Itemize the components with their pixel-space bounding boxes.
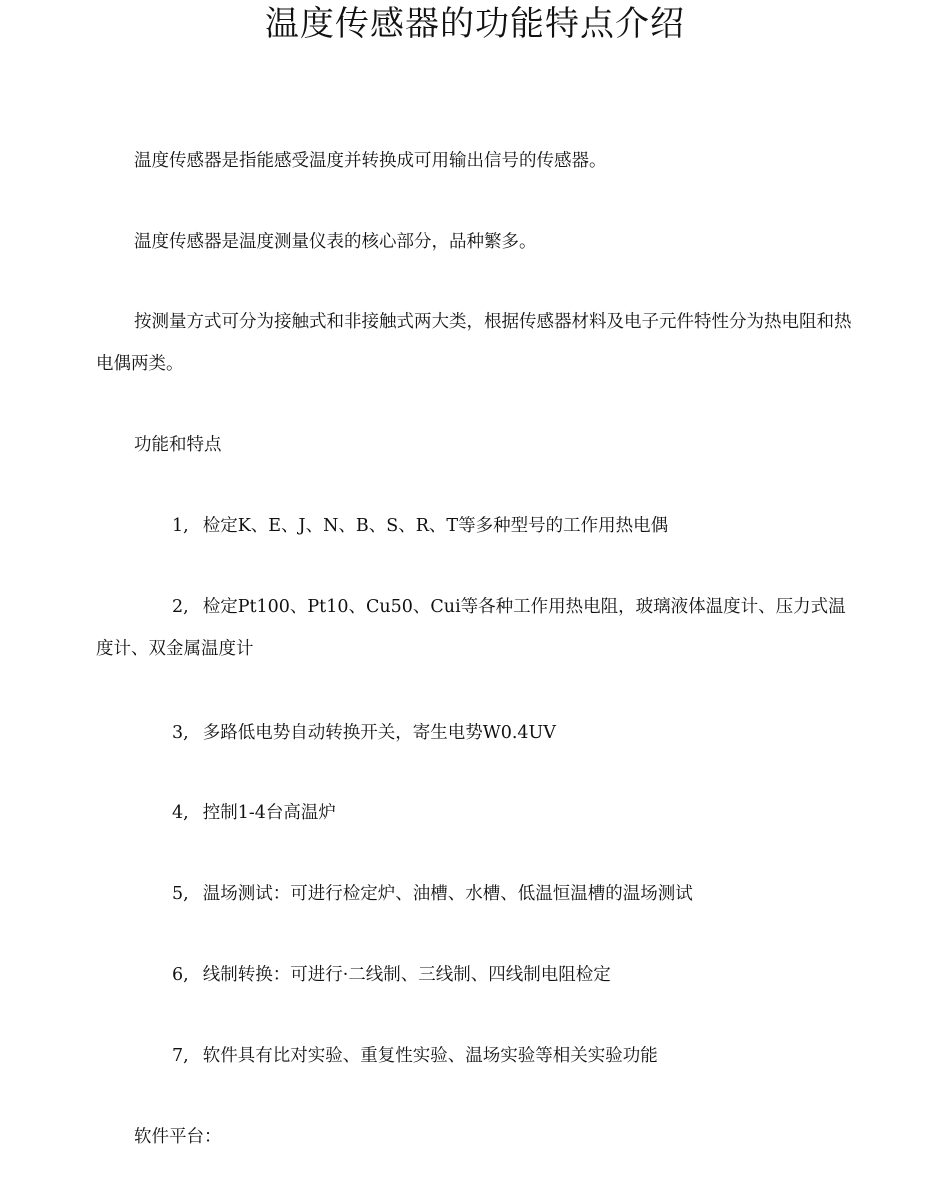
feature-text: 温场测试：可进行检定炉、油槽、水槽、低温恒温槽的温场测试 — [202, 884, 693, 904]
feature-item-7 — [96, 1035, 856, 1077]
feature-number: 3, — [172, 723, 189, 743]
feature-item-2 — [96, 586, 856, 670]
feature-item-6 — [96, 954, 856, 996]
feature-number: 7, — [172, 1046, 189, 1066]
feature-number: 1, — [172, 516, 189, 536]
feature-text: 多路低电势自动转换开关，寄生电势W0.4UV — [202, 723, 556, 743]
document-title: 温度传感器的功能特点介绍 — [265, 4, 685, 44]
intro-paragraph-classification: 按测量方式可分为接触式和非接触式两大类，根据传感器材料及电子元件特性分为热电阻和热电偶两类。 — [96, 312, 852, 374]
feature-text: 检定Pt100、Pt10、Cu50、Cui等各种工作用热电阻，玻璃液体温度计、压力式温度计、双金属温度计 — [96, 597, 846, 659]
feature-item-5 — [96, 873, 856, 915]
feature-number: 2, — [172, 597, 189, 617]
feature-text: 控制1-4台高温炉 — [202, 803, 336, 823]
feature-text: 软件具有比对实验、重复性实验、温场实验等相关实验功能 — [202, 1046, 658, 1066]
feature-number: 4, — [172, 803, 189, 823]
feature-item-3 — [96, 712, 856, 754]
feature-text: 检定K、E、J、N、B、S、R、T等多种型号的工作用热电偶 — [202, 516, 669, 536]
intro-paragraph-core: 温度传感器是温度测量仪表的核心部分，品种繁多。 — [134, 232, 537, 252]
section-heading-features: 功能和特点 — [134, 435, 222, 455]
feature-number: 6, — [172, 965, 189, 985]
feature-number: 5, — [172, 884, 189, 904]
feature-text: 线制转换：可进行·二线制、三线制、四线制电阻检定 — [202, 965, 611, 985]
feature-item-1 — [96, 505, 856, 547]
section-heading-software: 软件平台： — [134, 1127, 222, 1147]
feature-item-4 — [96, 792, 856, 834]
intro-paragraph-definition: 温度传感器是指能感受温度并转换成可用输出信号的传感器。 — [134, 151, 607, 171]
